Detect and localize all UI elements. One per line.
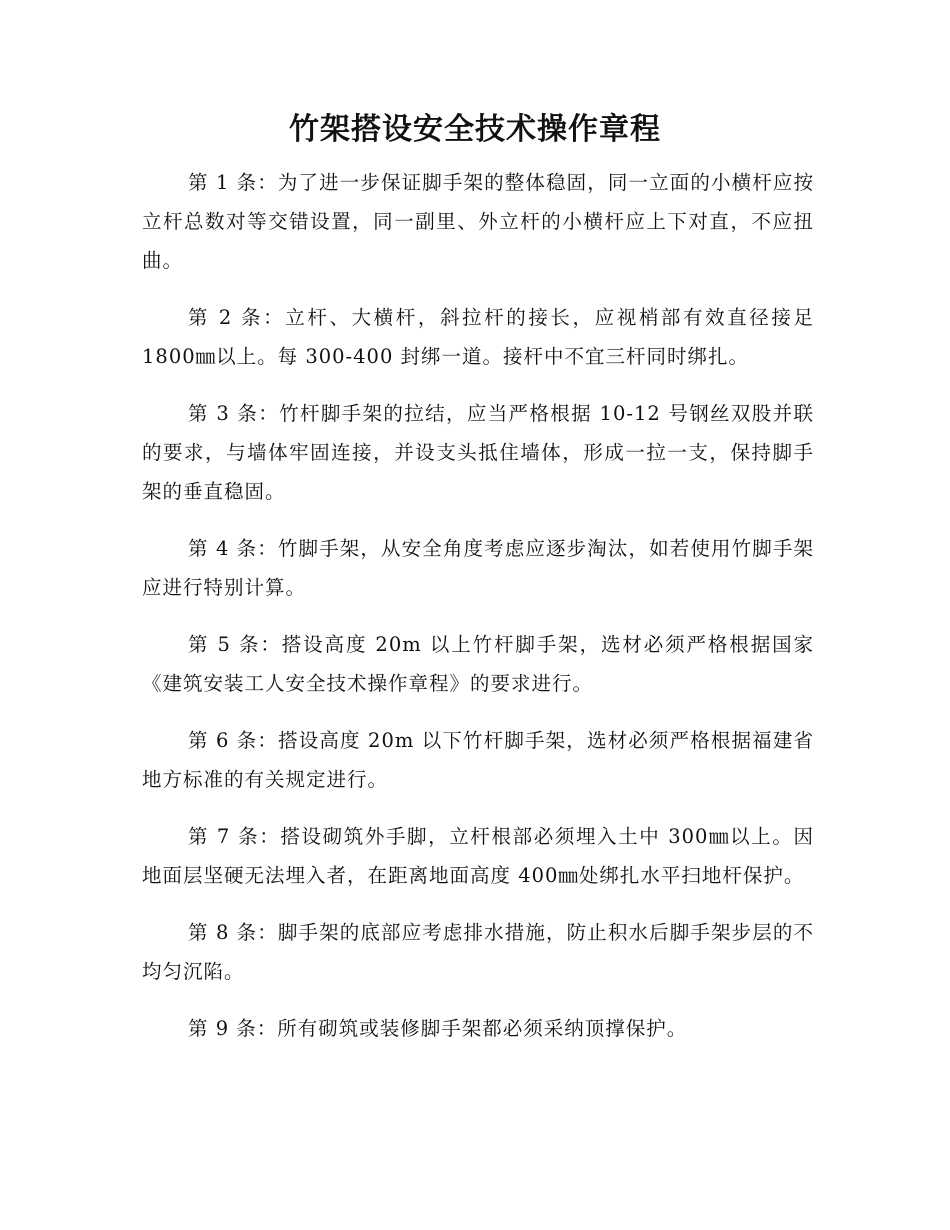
article-9: 第 9 条：所有砌筑或装修脚手架都必须采纳顶撑保护。: [188, 1017, 688, 1040]
article-7: 第 7 条：搭设砌筑外手脚，立杆根部必须埋入土中 300㎜以上。因地面层坚硬无法埋入者，在距离地面高度 400㎜处绑扎水平扫地杆保护。: [142, 825, 814, 887]
article-8: 第 8 条：脚手架的底部应考虑排水措施，防止积水后脚手架步层的不均匀沉陷。: [142, 921, 814, 983]
article-2: 第 2 条：立杆、大横杆，斜拉杆的接长，应视梢部有效直径接足1800㎜以上。每 300-400 封绑一道。接杆中不宜三杆同时绑扎。: [142, 306, 814, 368]
article-3: 第 3 条：竹杆脚手架的拉结，应当严格根据 10-12 号钢丝双股并联的要求，与墙体牢固连接，并设支头抵住墙体，形成一拉一支，保持脚手架的垂直稳固。: [142, 402, 814, 503]
article-1: 第 1 条：为了进一步保证脚手架的整体稳固，同一立面的小横杆应按立杆总数对等交错设置，同一副里、外立杆的小横杆应上下对直，不应扭曲。: [142, 171, 814, 272]
document-body: [142, 163, 814, 1066]
document-title: 竹架搭设安全技术操作章程: [289, 112, 661, 147]
article-4: 第 4 条：竹脚手架，从安全角度考虑应逐步淘汰，如若使用竹脚手架应进行特别计算。: [142, 537, 814, 599]
article-6: 第 6 条：搭设高度 20m 以下竹杆脚手架，选材必须严格根据福建省地方标准的有关规定进行。: [142, 729, 814, 791]
article-5: 第 5 条：搭设高度 20m 以上竹杆脚手架，选材必须严格根据国家《建筑安装工人安全技术操作章程》的要求进行。: [142, 633, 814, 695]
